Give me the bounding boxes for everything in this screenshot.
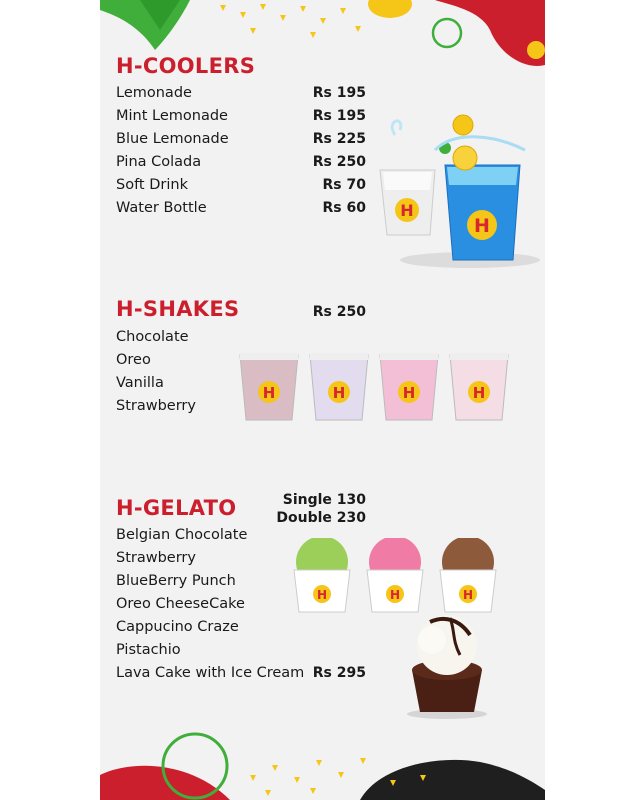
yellow-triangles — [220, 4, 361, 38]
svg-text:H: H — [402, 384, 416, 402]
gelato-single-price: Single 130 — [282, 492, 366, 508]
menu-item-price: Rs 195 — [312, 108, 366, 124]
lava-cake-image — [400, 610, 495, 720]
menu-item-name: Soft Drink — [116, 177, 188, 193]
menu-item-price: Rs 195 — [312, 85, 366, 101]
menu-item-name: Mint Lemonade — [116, 108, 228, 124]
menu-item-name: Blue Lemonade — [116, 131, 229, 147]
yellow-dot-shape — [527, 41, 545, 59]
gelato-title: H-GELATO — [116, 496, 237, 520]
bottom-decoration — [100, 720, 545, 800]
menu-item-name: Oreo — [116, 352, 151, 368]
menu-item-name: Pina Colada — [116, 154, 202, 170]
svg-text:H: H — [474, 215, 490, 237]
menu-item-price: Rs 70 — [322, 177, 366, 193]
black-blob-shape — [360, 760, 545, 800]
menu-item-name: Cappucino Craze — [116, 619, 239, 635]
svg-text:H: H — [332, 384, 346, 402]
menu-item-name: Water Bottle — [116, 200, 207, 216]
yellow-blob-shape — [368, 0, 412, 18]
menu-item-name: Belgian Chocolate — [116, 527, 248, 543]
svg-text:H: H — [316, 588, 328, 602]
menu-item-name: Pistachio — [116, 642, 181, 658]
lava-cake-price: Rs 295 — [312, 665, 366, 681]
shake-cup-strawberry — [380, 353, 438, 420]
red-blob-shape — [435, 0, 545, 66]
menu-item-name: Strawberry — [116, 398, 196, 414]
green-ring-shape — [433, 19, 461, 47]
menu-item-name: Oreo CheeseCake — [116, 596, 245, 612]
menu-item-name: Chocolate — [116, 329, 189, 345]
svg-text:H: H — [262, 384, 276, 402]
shakes-image — [238, 350, 513, 425]
gelato-cup-chocolate — [440, 538, 496, 612]
shake-cup-chocolate — [240, 353, 298, 420]
gelato-cup-pistachio — [294, 538, 350, 612]
menu-item-price: Rs 250 — [312, 154, 366, 170]
svg-text:H: H — [389, 588, 401, 602]
svg-text:H: H — [400, 201, 414, 220]
menu-item-name: Strawberry — [116, 550, 196, 566]
menu-item-name: Vanilla — [116, 375, 164, 391]
coolers-title: H-COOLERS — [116, 54, 256, 78]
gelato-double-price: Double 230 — [276, 510, 366, 526]
shake-cup-vanilla — [450, 353, 508, 420]
svg-text:H: H — [472, 384, 486, 402]
menu-item-name: Lemonade — [116, 85, 192, 101]
lava-cake-name: Lava Cake with Ice Cream — [116, 665, 305, 681]
gelato-cup-strawberry — [367, 538, 423, 612]
menu-item-price: Rs 60 — [322, 200, 366, 216]
shake-cup-oreo — [310, 353, 368, 420]
menu-page — [100, 0, 545, 800]
gelato-cups-image — [290, 538, 500, 618]
shakes-title: H-SHAKES — [116, 297, 240, 321]
shakes-price: Rs 250 — [312, 304, 366, 320]
menu-item-price: Rs 225 — [312, 131, 366, 147]
menu-item-name: BlueBerry Punch — [116, 573, 236, 589]
svg-text:H: H — [462, 588, 474, 602]
cooler-drinks-image — [375, 110, 545, 275]
